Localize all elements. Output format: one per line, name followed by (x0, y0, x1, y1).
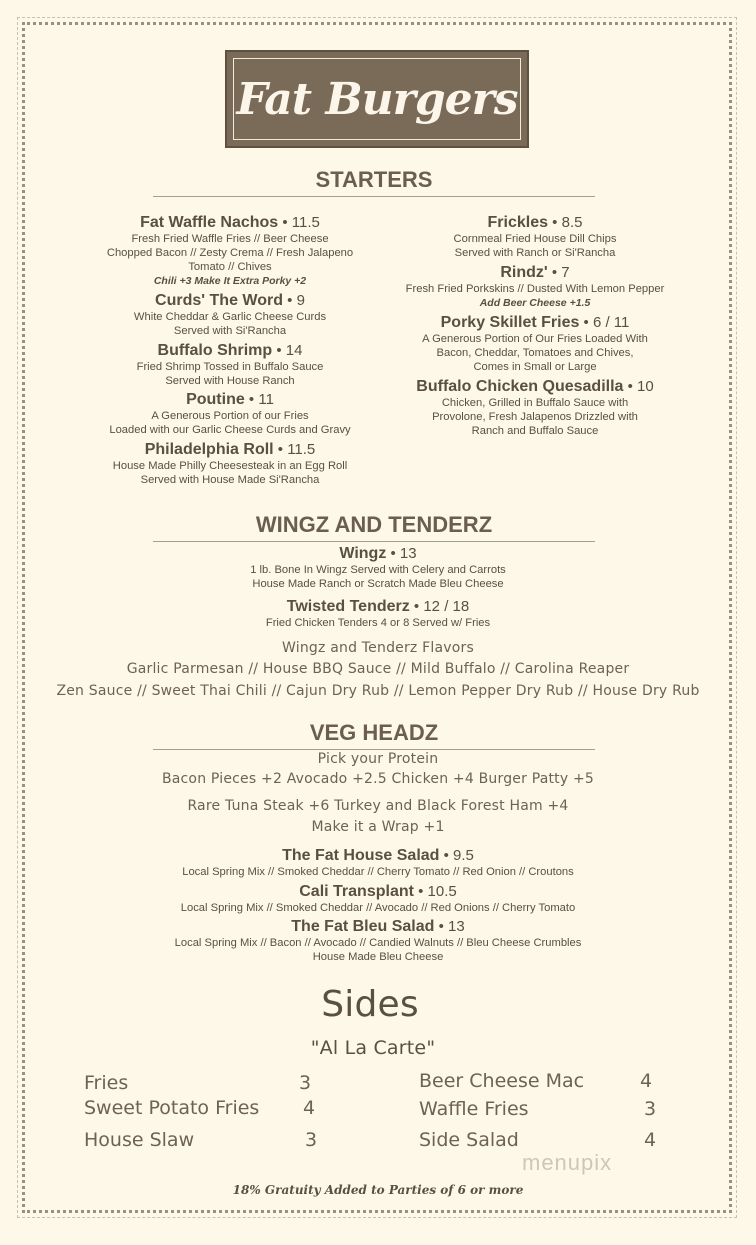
side-item: Waffle Fries (419, 1098, 529, 1120)
menu-item: Poutine • 11 A Generous Portion of our Fries Loaded with our Garlic Cheese Curds and Gravy (109, 391, 351, 436)
side-price: 4 (644, 1129, 657, 1151)
side-item: Beer Cheese Mac (419, 1070, 585, 1092)
protein-line: Make it a Wrap +1 (311, 819, 445, 835)
flavors-line: Garlic Parmesan // House BBQ Sauce // Mild Buffalo // Carolina Reaper (126, 661, 630, 677)
menu-item: The Fat House Salad • 9.5 Local Spring Mix // Smoked Cheddar // Cherry Tomato // Red Onion // Croutons (182, 847, 574, 878)
starters-heading: STARTERS (153, 167, 595, 197)
menu-item: Porky Skillet Fries • 6 / 11 A Generous Portion of Our Fries Loaded With Bacon, Cheddar, Tomatoes and Chives, Comes in Small or Large (422, 314, 648, 373)
side-item: Fries (84, 1072, 129, 1094)
sides-heading: Sides (321, 984, 419, 1025)
protein-line: Rare Tuna Steak +6 Turkey and Black Forest Ham +4 (187, 798, 569, 814)
veg-heading: VEG HEADZ (153, 720, 595, 750)
logo (225, 50, 529, 148)
menu-item: The Fat Bleu Salad • 13 Local Spring Mix // Bacon // Avocado // Candied Walnuts // Bleu Cheese Crumbles House Made Bleu Cheese (174, 918, 582, 963)
side-price: 3 (299, 1072, 312, 1094)
side-price: 3 (644, 1098, 657, 1120)
gratuity-note: 18% Gratuity Added to Parties of 6 or more (232, 1183, 524, 1197)
menu-item: Cali Transplant • 10.5 Local Spring Mix // Smoked Cheddar // Avocado // Red Onions // Cherry Tomato (180, 883, 576, 914)
flavors-line: Zen Sauce // Sweet Thai Chili // Cajun Dry Rub // Lemon Pepper Dry Rub // House Dry Rub (56, 683, 700, 699)
protein-line: Bacon Pieces +2 Avocado +2.5 Chicken +4 Burger Patty +5 (161, 771, 595, 787)
menu-item: Twisted Tenderz • 12 / 18 Fried Chicken Tenders 4 or 8 Served w/ Fries (265, 598, 491, 629)
wingz-heading: WINGZ AND TENDERZ (153, 512, 595, 542)
side-item: Sweet Potato Fries (84, 1097, 260, 1119)
side-price: 4 (640, 1070, 653, 1092)
side-item: House Slaw (84, 1129, 195, 1151)
side-item: Side Salad (419, 1129, 519, 1151)
side-price: 3 (305, 1129, 318, 1151)
menu-item: Philadelphia Roll • 11.5 House Made Philly Cheesesteak in an Egg Roll Served with House Made Si'Rancha (112, 441, 348, 486)
menu-item: Buffalo Chicken Quesadilla • 10 Chicken, Grilled in Buffalo Sauce with Provolone, Fresh Jalapenos Drizzled with Ranch and Buffalo Sauce (416, 378, 654, 437)
menu-item: Curds' The Word • 9 White Cheddar & Garlic Cheese Curds Served with Si'Rancha (133, 292, 327, 337)
flavors-heading: Wingz and Tenderz Flavors (282, 640, 474, 656)
menu-item: Wingz • 13 1 lb. Bone In Wingz Served with Celery and Carrots House Made Ranch or Scratch Made Bleu Cheese (250, 545, 506, 590)
menu-item: Rindz' • 7 Fresh Fried Porkskins // Dusted With Lemon Pepper Add Beer Cheese +1.5 (405, 264, 665, 309)
menu-item: Fat Waffle Nachos • 11.5 Fresh Fried Waffle Fries // Beer Cheese Chopped Bacon // Zesty Crema // Fresh Jalapeno Tomato // Chives Chili +3 Make It Extra Porky +2 (106, 214, 354, 287)
sides-subtitle: "Al La Carte" (310, 1037, 436, 1059)
menu-item: Frickles • 8.5 Cornmeal Fried House Dill Chips Served with Ranch or Si'Rancha (453, 214, 617, 259)
side-price: 4 (303, 1097, 316, 1119)
menu-item: Buffalo Shrimp • 14 Fried Shrimp Tossed in Buffalo Sauce Served with House Ranch (136, 342, 324, 387)
restaurant-name: Fat Burgers (236, 73, 518, 125)
protein-heading: Pick your Protein (317, 751, 439, 767)
watermark: menupix (522, 1150, 613, 1175)
